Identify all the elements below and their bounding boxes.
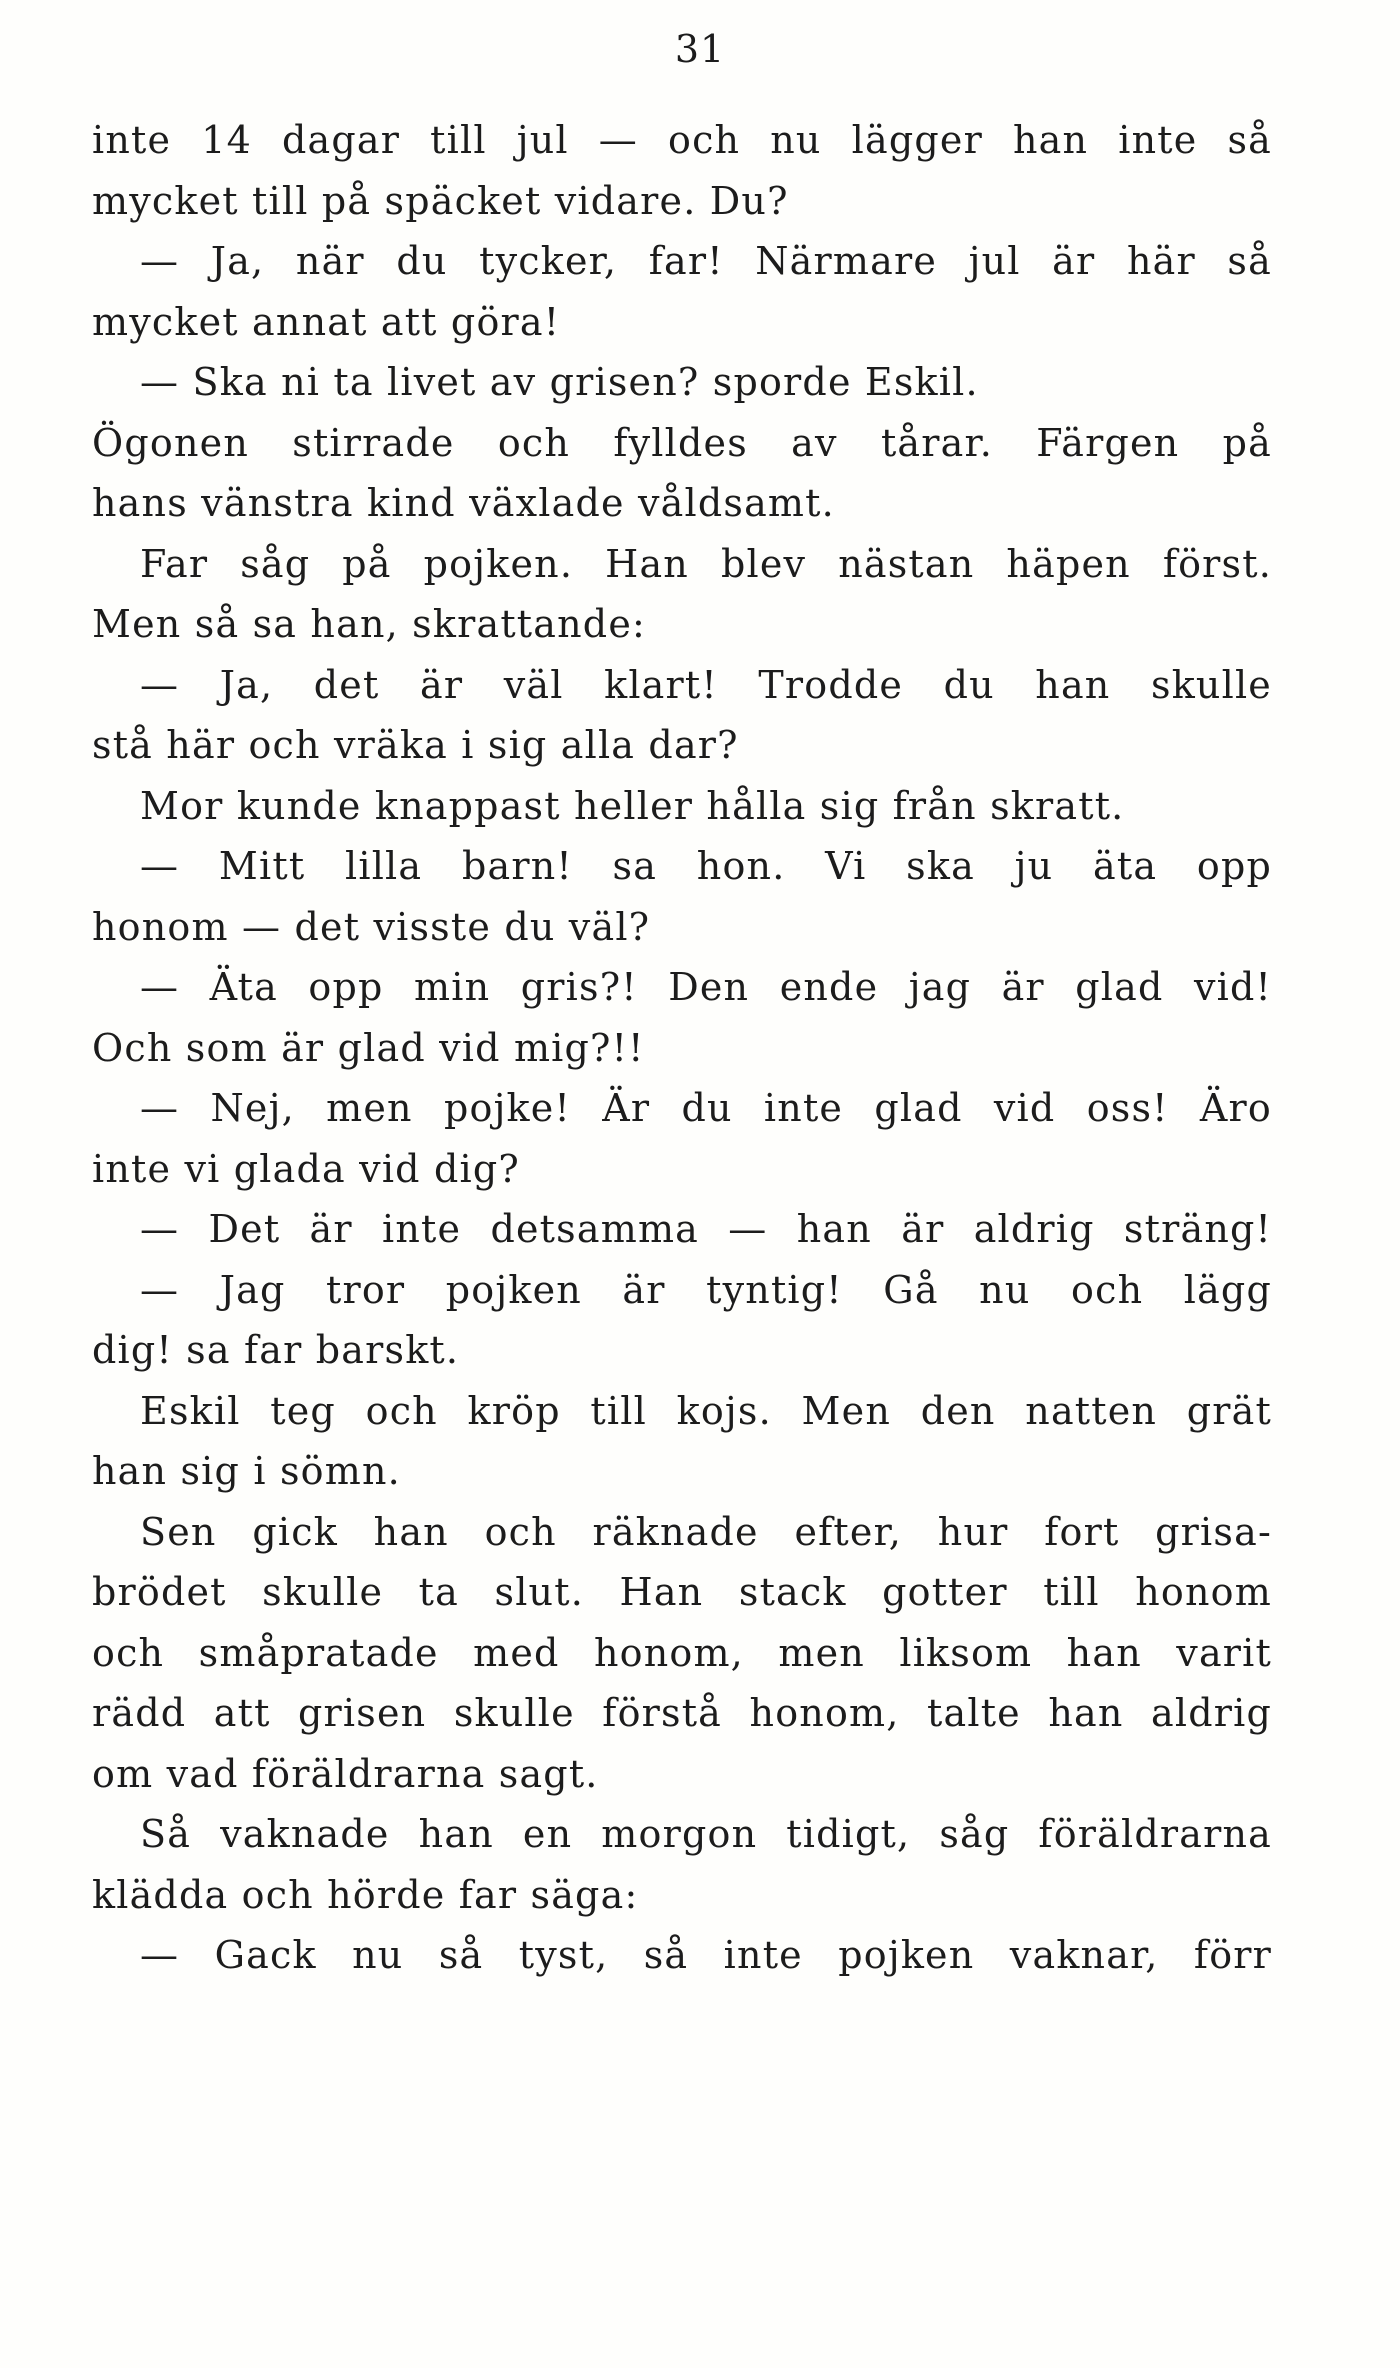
text-line: Eskil teg och kröp till kojs. Men den natten grät (140, 1388, 1272, 1433)
text-line: inte 14 dagar till jul — och nu lägger han inte så (92, 118, 1272, 162)
text-line: Och som är glad vid mig?!! (92, 1025, 645, 1070)
body-text (92, 110, 1272, 1986)
text-line: inte vi glada vid dig? (92, 1146, 520, 1191)
text-line: han sig i sömn. (92, 1449, 401, 1493)
text-line: Men så sa han, skrattande: (92, 602, 647, 646)
text-line: Ögonen stirrade och fylldes av tårar. Färgen på (92, 420, 1272, 465)
text-line: — Det är inte detsamma — han är aldrig sträng! (140, 1207, 1272, 1251)
text-line: Far såg på pojken. Han blev nästan häpen först. (140, 541, 1272, 586)
text-line: rädd att grisen skulle förstå honom, talte han aldrig (92, 1691, 1272, 1735)
text-line: — Jag tror pojken är tyntig! Gå nu och lägg (140, 1267, 1272, 1312)
text-line: honom — det visste du väl? (92, 904, 651, 949)
text-line: Så vaknade han en morgon tidigt, såg föräldrarna (140, 1812, 1272, 1856)
text-line: klädda och hörde far säga: (92, 1872, 639, 1917)
text-line: och småpratade med honom, men liksom han varit (92, 1630, 1272, 1675)
page-number: 31 (674, 27, 726, 71)
text-line: — Ja, när du tycker, far! Närmare jul är här så (140, 239, 1272, 283)
text-line: — Ja, det är väl klart! Trodde du han skulle (140, 662, 1272, 707)
text-line: om vad föräldrarna sagt. (92, 1751, 599, 1796)
text-line: brödet skulle ta slut. Han stack gotter till honom (92, 1570, 1272, 1614)
text-line: — Ska ni ta livet av grisen? sporde Eskil. (140, 360, 979, 404)
text-line: dig! sa far barskt. (92, 1328, 460, 1372)
text-line: hans vänstra kind växlade våldsamt. (92, 481, 835, 525)
text-line: mycket till på späcket vidare. Du? (92, 178, 789, 223)
text-line: — Nej, men pojke! Är du inte glad vid oss! Äro (140, 1086, 1272, 1130)
text-line: mycket annat att göra! (92, 299, 561, 344)
text-line: Sen gick han och räknade efter, hur fort grisa- (140, 1509, 1272, 1554)
text-line: Mor kunde knappast heller hålla sig från skratt. (140, 783, 1125, 828)
text-line: stå här och vräka i sig alla dar? (92, 723, 739, 767)
text-line: — Mitt lilla barn! sa hon. Vi ska ju äta opp (140, 844, 1272, 888)
text-line: — Gack nu så tyst, så inte pojken vaknar, förr (140, 1933, 1272, 1977)
text-line: — Äta opp min gris?! Den ende jag är glad vid! (140, 965, 1272, 1009)
